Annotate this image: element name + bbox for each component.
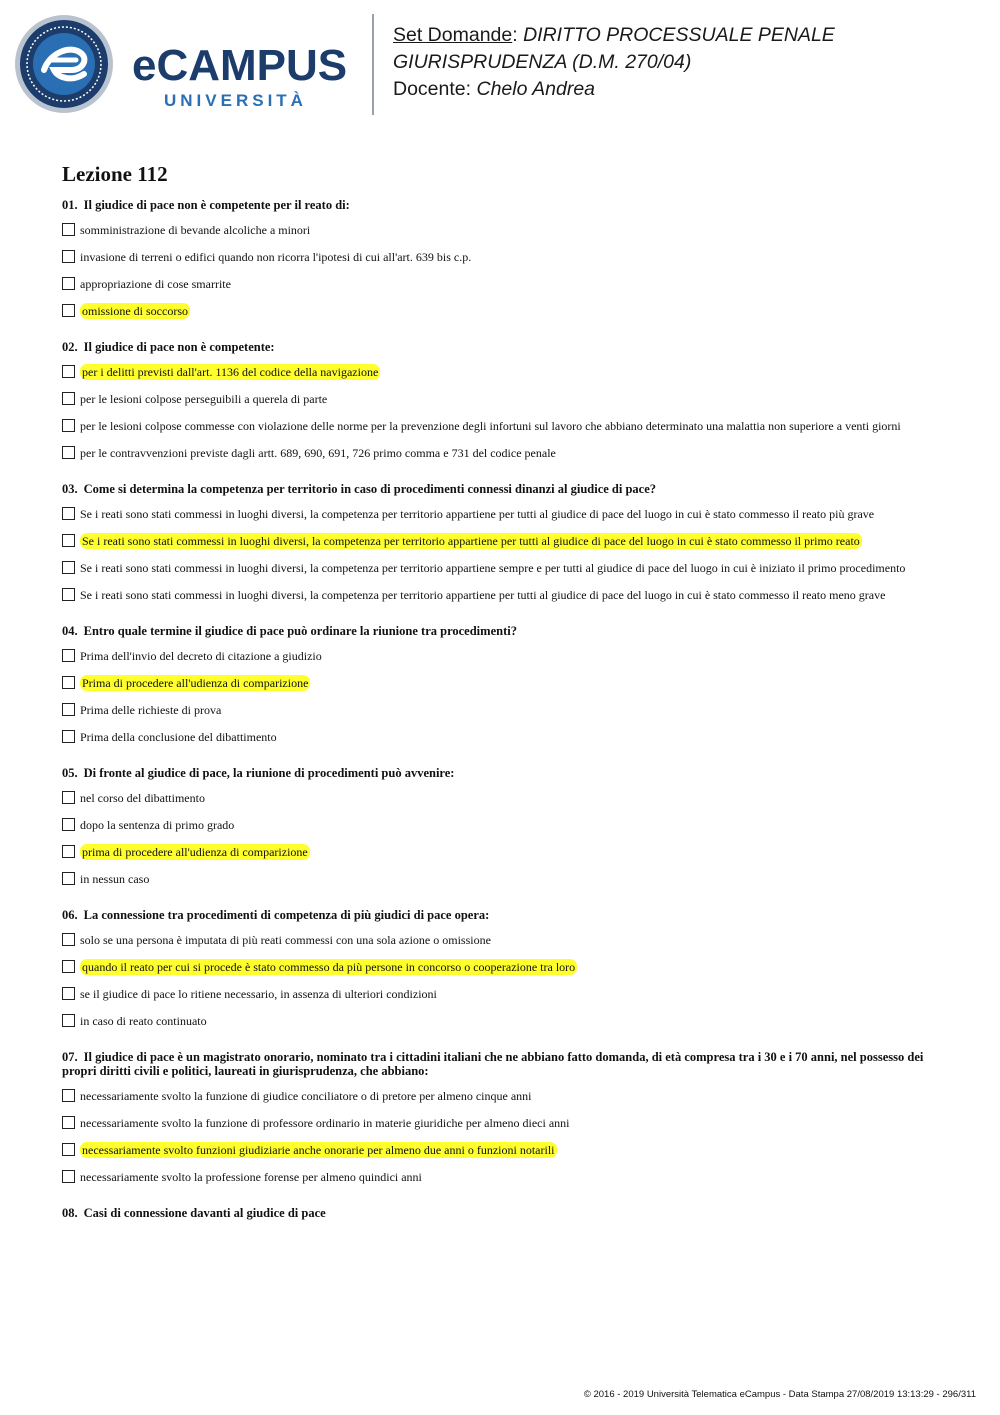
question [62, 908, 942, 1028]
answer-checkbox[interactable] [62, 588, 75, 601]
answer-text-highlighted: Prima di procedere all'udienza di comparizione [82, 676, 309, 690]
question-number: 07. [62, 1050, 78, 1064]
answer-checkbox[interactable] [62, 223, 75, 236]
answer-checkbox[interactable] [62, 392, 75, 405]
answer-text-highlighted: omissione di soccorso [82, 304, 188, 318]
teacher-name: Chelo Andrea [476, 78, 596, 100]
answer-option[interactable] [62, 392, 942, 406]
answer-text: solo se una persona è imputata di più reati commessi con una sola azione o omissione [80, 933, 491, 947]
page-footer: © 2016 - 2019 Università Telematica eCampus - Data Stampa 27/08/2019 13:13:29 - 296/311 [583, 1389, 976, 1400]
question-text [62, 624, 942, 638]
answer-option[interactable] [62, 419, 942, 433]
answer-checkbox[interactable] [62, 649, 75, 662]
answer-option[interactable] [62, 649, 942, 663]
answer-text: invasione di terreni o edifici quando non ricorra l'ipotesi di cui all'art. 639 bis c.p. [80, 250, 472, 264]
answer-text: somministrazione di bevande alcoliche a minori [80, 223, 311, 237]
answer-checkbox[interactable] [62, 1116, 75, 1129]
question-number: 01. [62, 198, 78, 212]
answer-option[interactable] [62, 534, 942, 548]
answer-checkbox[interactable] [62, 1089, 75, 1102]
answer-option[interactable] [62, 561, 942, 575]
answer-text-highlighted: prima di procedere all'udienza di comparizione [82, 845, 308, 859]
header-divider [372, 14, 374, 115]
answer-checkbox[interactable] [62, 703, 75, 716]
lesson-title: Lezione 112 [62, 162, 168, 186]
answer-option[interactable] [62, 960, 942, 974]
question-label: La connessione tra procedimenti di competenza di più giudici di pace opera: [83, 908, 490, 922]
answer-text: Prima delle richieste di prova [80, 703, 222, 717]
question-label: Di fronte al giudice di pace, la riunione di procedimenti può avvenire: [83, 766, 455, 780]
answer-option[interactable] [62, 676, 942, 690]
answer-text: nel corso del dibattimento [80, 791, 205, 805]
answer-option[interactable] [62, 1089, 942, 1103]
set-label: Set Domande [393, 24, 513, 46]
answer-option[interactable] [62, 223, 942, 237]
teacher-label: Docente [393, 78, 466, 100]
answer-option[interactable] [62, 818, 942, 832]
answer-text: dopo la sentenza di primo grado [80, 818, 235, 832]
answer-option[interactable] [62, 588, 942, 602]
answer-option[interactable] [62, 1116, 942, 1130]
answer-option[interactable] [62, 730, 942, 744]
answer-text: Prima della conclusione del dibattimento [80, 730, 277, 744]
question [62, 198, 942, 318]
answer-text: Se i reati sono stati commessi in luoghi diversi, la competenza per territorio appartiene sempre e per tutti al giudice di pace del luogo in cui è iniziato il primo procedimento [80, 561, 906, 575]
answer-option[interactable] [62, 1143, 942, 1157]
question-text [62, 1206, 942, 1220]
answer-option[interactable] [62, 277, 942, 291]
answer-option[interactable] [62, 304, 942, 318]
answer-option[interactable] [62, 250, 942, 264]
question-label: Entro quale termine il giudice di pace può ordinare la riunione tra procedimenti? [83, 624, 517, 638]
answer-text: per le lesioni colpose perseguibili a querela di parte [80, 392, 328, 406]
answer-checkbox[interactable] [62, 277, 75, 290]
answer-text: necessariamente svolto la funzione di professore ordinario in materie giuridiche per almeno dieci anni [80, 1116, 570, 1130]
ecampus-logo-emblem-icon [14, 14, 364, 114]
answer-option[interactable] [62, 507, 942, 521]
answer-option[interactable] [62, 987, 942, 1001]
set-title-line2: GIURISPRUDENZA (D.M. 270/04) [393, 51, 692, 73]
answer-checkbox[interactable] [62, 1143, 75, 1156]
answer-text: se il giudice di pace lo ritiene necessario, in assenza di ulteriori condizioni [80, 987, 437, 1001]
answer-text: necessariamente svolto la funzione di giudice conciliatore o di pretore per almeno cinque anni [80, 1089, 532, 1103]
set-info: Set Domande: DIRITTO PROCESSUALE PENALE GIURISPRUDENZA (D.M. 270/04) Docente: Chelo Andrea [393, 24, 835, 100]
set-title-line1: DIRITTO PROCESSUALE PENALE [523, 24, 835, 46]
answer-text-highlighted: per i delitti previsti dall'art. 1136 del codice della navigazione [82, 365, 379, 379]
answer-text: Prima dell'invio del decreto di citazione a giudizio [80, 649, 322, 663]
question-number: 08. [62, 1206, 78, 1220]
answer-option[interactable] [62, 933, 942, 947]
answer-checkbox[interactable] [62, 365, 75, 378]
questions-container [62, 198, 942, 1220]
question-text [62, 766, 942, 780]
answer-option[interactable] [62, 872, 942, 886]
logo-sub-text: UNIVERSITÀ [164, 91, 307, 110]
question-text [62, 908, 942, 922]
question-number: 06. [62, 908, 78, 922]
answer-text-highlighted: quando il reato per cui si procede è stato commesso da più persone in concorso o cooperazione tra loro [82, 960, 576, 974]
question-list [62, 160, 942, 1242]
question [62, 624, 942, 744]
answer-checkbox[interactable] [62, 304, 75, 317]
answer-text: necessariamente svolto la professione forense per almeno quindici anni [80, 1170, 422, 1184]
answer-checkbox[interactable] [62, 446, 75, 459]
answer-checkbox[interactable] [62, 933, 75, 946]
answer-checkbox[interactable] [62, 507, 75, 520]
answer-option[interactable] [62, 791, 942, 805]
question-number: 04. [62, 624, 78, 638]
question-label: Come si determina la competenza per territorio in caso di procedimenti connessi dinanzi al giudice di pace? [83, 482, 657, 496]
answer-checkbox[interactable] [62, 960, 75, 973]
question-text [62, 198, 942, 212]
answer-text: in nessun caso [80, 872, 150, 886]
answer-text: per le contravvenzioni previste dagli artt. 689, 690, 691, 726 primo comma e 731 del codice penale [80, 446, 556, 460]
answer-checkbox[interactable] [62, 791, 75, 804]
question-label: Casi di connessione davanti al giudice di pace [83, 1206, 326, 1220]
question [62, 766, 942, 886]
answer-option[interactable] [62, 1014, 942, 1028]
question-label: Il giudice di pace non è competente: [83, 340, 275, 354]
question [62, 1050, 942, 1184]
answer-option[interactable] [62, 1170, 942, 1184]
question-text [62, 340, 942, 354]
answer-checkbox[interactable] [62, 676, 75, 689]
question [62, 340, 942, 460]
question-number: 03. [62, 482, 78, 496]
answer-checkbox[interactable] [62, 987, 75, 1000]
answer-checkbox[interactable] [62, 1170, 75, 1183]
answer-checkbox[interactable] [62, 250, 75, 263]
answer-checkbox[interactable] [62, 1014, 75, 1027]
question-number: 05. [62, 766, 78, 780]
question-number: 02. [62, 340, 78, 354]
answer-text: per le lesioni colpose commesse con violazione delle norme per la prevenzione degli infortuni sul lavoro che abbiano determinato una malattia non superiore a venti giorni [80, 419, 901, 433]
answer-checkbox[interactable] [62, 730, 75, 743]
answer-option[interactable] [62, 703, 942, 717]
ecampus-logo [14, 14, 364, 114]
answer-checkbox[interactable] [62, 561, 75, 574]
answer-checkbox[interactable] [62, 872, 75, 885]
answer-checkbox[interactable] [62, 845, 75, 858]
answer-option[interactable] [62, 446, 942, 460]
question-label: Il giudice di pace non è competente per il reato di: [83, 198, 350, 212]
answer-option[interactable] [62, 845, 942, 859]
answer-text-highlighted: Se i reati sono stati commessi in luoghi diversi, la competenza per territorio appartiene per tutti al giudice di pace del luogo in cui è stato commesso il primo reato [82, 534, 860, 548]
answer-text-highlighted: necessariamente svolto funzioni giudiziarie anche onorarie per almeno due anni o funzioni notarili [82, 1143, 555, 1157]
answer-checkbox[interactable] [62, 818, 75, 831]
answer-checkbox[interactable] [62, 419, 75, 432]
answer-text: in caso di reato continuato [80, 1014, 207, 1028]
question-text [62, 482, 942, 496]
question [62, 482, 942, 602]
question-label: Il giudice di pace è un magistrato onorario, nominato tra i cittadini italiani che ne abbiano fatto domanda, di età compresa tra i 30 e i 70 anni, nel possesso dei propri diritti civili e politici, laureati in giurisprudenza, che abbiano: [62, 1050, 924, 1078]
answer-text: Se i reati sono stati commessi in luoghi diversi, la competenza per territorio appartiene per tutti al giudice di pace del luogo in cui è stato commesso il reato più grave [80, 507, 875, 521]
answer-checkbox[interactable] [62, 534, 75, 547]
answer-text: Se i reati sono stati commessi in luoghi diversi, la competenza per territorio appartiene per tutti al giudice di pace del luogo in cui è stato commesso il reato meno grave [80, 588, 886, 602]
logo-main-text: eCAMPUS [132, 41, 348, 90]
answer-text: appropriazione di cose smarrite [80, 277, 231, 291]
answer-option[interactable] [62, 365, 942, 379]
question-text [62, 1050, 942, 1078]
question [62, 1206, 942, 1220]
page-header [0, 0, 1000, 130]
